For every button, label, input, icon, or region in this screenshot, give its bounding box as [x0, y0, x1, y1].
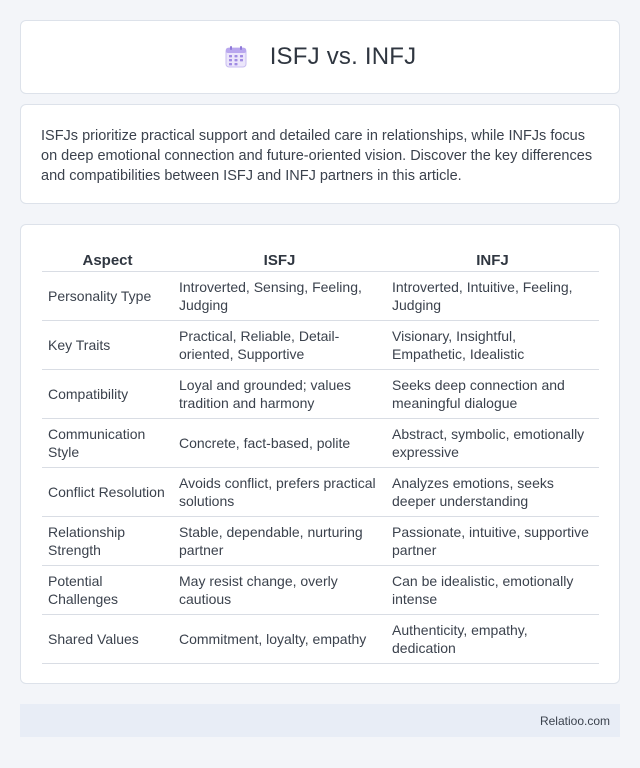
infj-cell: Can be idealistic, emotionally intense	[386, 565, 599, 614]
infj-cell: Abstract, symbolic, emotionally expressive	[386, 418, 599, 467]
calendar-icon	[224, 45, 248, 69]
infj-cell: Seeks deep connection and meaningful dialogue	[386, 369, 599, 418]
table-header-row	[42, 245, 599, 271]
title-card	[20, 20, 620, 94]
table-row	[42, 320, 599, 369]
header-infj: INFJ	[386, 245, 599, 271]
page-title: ISFJ vs. INFJ	[269, 43, 417, 70]
table-row	[42, 369, 599, 418]
table-row	[42, 418, 599, 467]
isfj-cell: Stable, dependable, nurturing partner	[173, 516, 386, 565]
infj-cell: Introverted, Intuitive, Feeling, Judging	[386, 271, 599, 320]
intro-paragraph: ISFJs prioritize practical support and detailed care in relationships, while INFJs focus on deep emotional connection and future-oriented vision. Discover the key differences and compatibilities between ISFJ and INFJ partners in this article.	[41, 128, 593, 184]
table-row	[42, 467, 599, 516]
isfj-cell: Practical, Reliable, Detail-oriented, Supportive	[173, 320, 386, 369]
footer-site-link[interactable]: Relatioo.com	[539, 713, 610, 728]
aspect-cell: Potential Challenges	[42, 565, 173, 614]
aspect-cell: Key Traits	[42, 320, 173, 369]
table-row	[42, 614, 599, 663]
isfj-cell: Commitment, loyalty, empathy	[173, 614, 386, 663]
aspect-cell: Compatibility	[42, 369, 173, 418]
table-row	[42, 271, 599, 320]
header-aspect: Aspect	[42, 245, 173, 271]
aspect-cell: Conflict Resolution	[42, 467, 173, 516]
aspect-cell: Relationship Strength	[42, 516, 173, 565]
infj-cell: Analyzes emotions, seeks deeper understanding	[386, 467, 599, 516]
table-row	[42, 565, 599, 614]
table-row	[42, 516, 599, 565]
header-isfj: ISFJ	[173, 245, 386, 271]
isfj-cell: Loyal and grounded; values tradition and harmony	[173, 369, 386, 418]
isfj-cell: Concrete, fact-based, polite	[173, 418, 386, 467]
infj-cell: Visionary, Insightful, Empathetic, Idealistic	[386, 320, 599, 369]
footer	[20, 704, 620, 737]
title-wrap	[224, 43, 417, 71]
comparison-table	[42, 245, 599, 664]
comparison-card	[20, 224, 620, 684]
aspect-cell: Communication Style	[42, 418, 173, 467]
isfj-cell: Introverted, Sensing, Feeling, Judging	[173, 271, 386, 320]
infj-cell: Passionate, intuitive, supportive partner	[386, 516, 599, 565]
intro-card	[20, 104, 620, 204]
isfj-cell: May resist change, overly cautious	[173, 565, 386, 614]
isfj-cell: Avoids conflict, prefers practical solutions	[173, 467, 386, 516]
aspect-cell: Personality Type	[42, 271, 173, 320]
infj-cell: Authenticity, empathy, dedication	[386, 614, 599, 663]
aspect-cell: Shared Values	[42, 614, 173, 663]
